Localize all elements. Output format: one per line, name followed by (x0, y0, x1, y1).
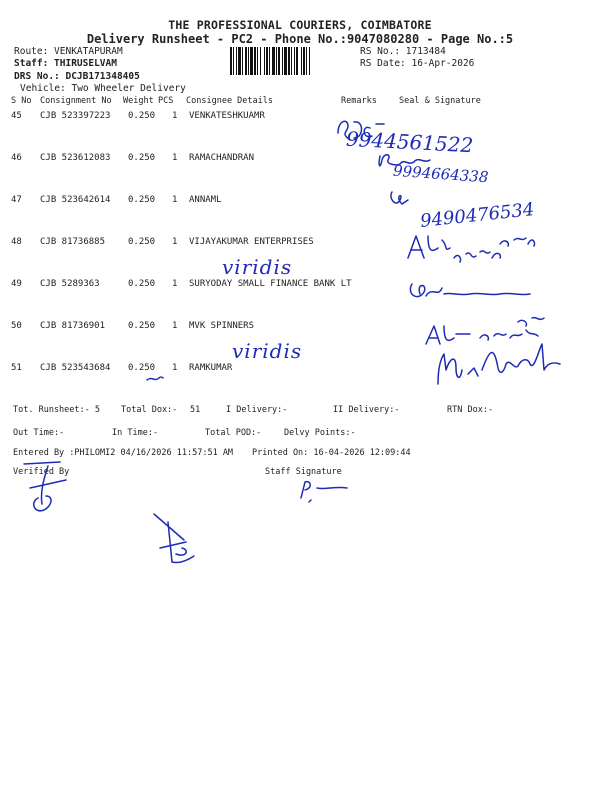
i-delivery: I Delivery:- (226, 405, 288, 415)
row-weight: 0.250 (128, 363, 156, 373)
row-pcs: 1 (172, 195, 178, 205)
staff-signature-label: Staff Signature (265, 467, 342, 477)
out-time: Out Time:- (13, 428, 65, 438)
row-pcs: 1 (172, 279, 178, 289)
company-name: THE PROFESSIONAL COURIERS, COIMBATORE (168, 18, 432, 32)
barcode-image (230, 47, 355, 75)
handwritten-signatures (330, 108, 600, 398)
rs-number: RS No.: 1713484 (360, 46, 446, 57)
row-consignment: CJB 523612083 (40, 153, 111, 163)
staff-label: Staff: THIRUSELVAM (14, 58, 117, 69)
col-sno: S No (11, 96, 32, 106)
row-pcs: 1 (172, 237, 178, 247)
route-label: Route: VENKATAPURAM (14, 46, 123, 57)
total-dox-label: Total Dox:- (121, 405, 178, 415)
row-consignee: ANNAML (189, 195, 222, 205)
row-pcs: 1 (172, 111, 178, 121)
verified-by-label: Verified By (13, 467, 70, 477)
in-time: In Time:- (112, 428, 159, 438)
ii-delivery: II Delivery:- (333, 405, 400, 415)
row-sno: 50 (11, 321, 22, 331)
printed-on: Printed On: 16-04-2026 12:09:44 (252, 448, 411, 458)
row-consignee: VENKATESHKUAMR (189, 111, 265, 121)
row-weight: 0.250 (128, 153, 156, 163)
row-pcs: 1 (172, 363, 178, 373)
row-weight: 0.250 (128, 321, 156, 331)
row-consignee: RAMKUMAR (189, 363, 233, 373)
staff-signature (295, 476, 355, 506)
handwritten-viridis-row-50: viridis (232, 339, 303, 363)
col-consignment: Consignment No (40, 96, 112, 106)
row-weight: 0.250 (128, 237, 156, 247)
row-consignee: SURYODAY SMALL FINANCE BANK LT (189, 279, 352, 289)
col-weight: Weight (123, 96, 154, 106)
row-consignment: CJB 523642614 (40, 195, 111, 205)
row-sno: 46 (11, 153, 22, 163)
row-weight: 0.250 (128, 195, 156, 205)
handwritten-phone-row-46: 9994664338 (392, 161, 489, 187)
rs-date: RS Date: 16-Apr-2026 (360, 58, 475, 69)
row-weight: 0.250 (128, 279, 156, 289)
handwritten-mark (145, 374, 165, 384)
vehicle-label: Vehicle: Two Wheeler Delivery (20, 83, 186, 94)
col-consignee: Consignee Details (186, 96, 273, 106)
handwritten-viridis-row-48: viridis (222, 255, 293, 279)
row-consignment: CJB 523397223 (40, 111, 111, 121)
row-sno: 47 (11, 195, 22, 205)
row-consignee: VIJAYAKUMAR ENTERPRISES (189, 237, 314, 247)
runsheet-subtitle: Delivery Runsheet - PC2 - Phone No.:9047080280 - Page No.:5 (86, 32, 514, 46)
row-sno: 48 (11, 237, 22, 247)
row-consignment: CJB 81736885 (40, 237, 106, 247)
entered-by: Entered By :PHILOMI2 04/16/2026 11:57:51 AM (13, 448, 234, 458)
col-seal-signature: Seal & Signature (399, 96, 481, 106)
handwritten-phone-row-47: 9490476534 (419, 199, 536, 232)
handwritten-phone-row-45: 9944561522 (345, 126, 474, 158)
drs-label: DRS No.: DCJB171348405 (14, 71, 140, 82)
total-runsheet: Tot. Runsheet:- 5 (13, 405, 100, 415)
row-consignment: CJB 81736901 (40, 321, 106, 331)
row-pcs: 1 (172, 153, 178, 163)
row-weight: 0.250 (128, 111, 156, 121)
row-sno: 45 (11, 111, 22, 121)
row-consignment: CJB 5289363 (40, 279, 100, 289)
row-consignment: CJB 523543684 (40, 363, 111, 373)
verifier-signature-2 (150, 508, 210, 570)
row-sno: 49 (11, 279, 22, 289)
row-consignee: MVK SPINNERS (189, 321, 255, 331)
row-consignee: RAMACHANDRAN (189, 153, 255, 163)
col-remarks: Remarks (341, 96, 377, 106)
row-sno: 51 (11, 363, 22, 373)
col-pcs: PCS (158, 96, 174, 106)
rtn-dox: RTN Dox:- (447, 405, 494, 415)
verifier-signature (10, 458, 90, 528)
total-pod: Total POD:- (205, 428, 262, 438)
total-dox-value: 51 (190, 405, 201, 415)
row-pcs: 1 (172, 321, 178, 331)
delvy-points: Delvy Points:- (284, 428, 356, 438)
